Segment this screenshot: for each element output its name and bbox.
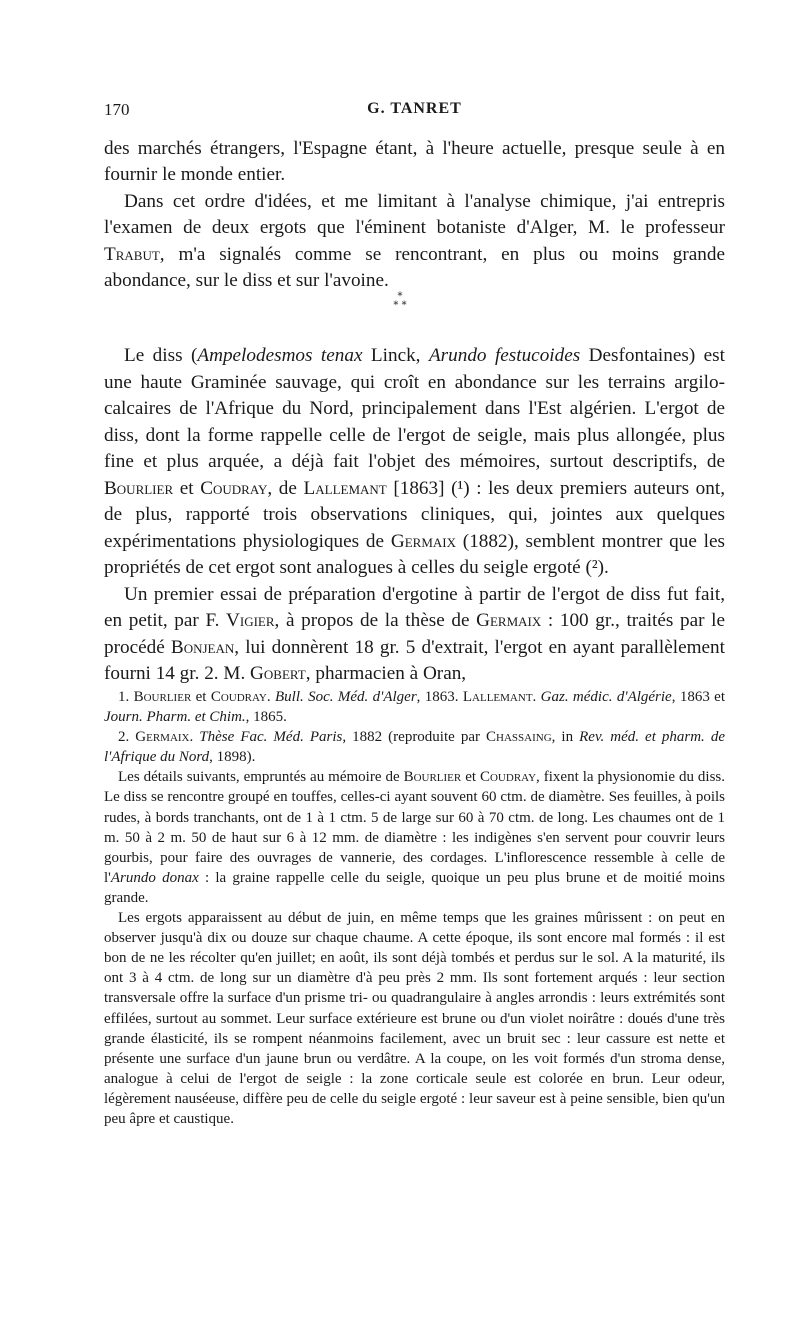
species-name: Ampelodesmos tenax [197,345,363,366]
paragraph-text: et [173,477,201,499]
author-name: Bonjean [170,636,235,658]
footnotes [104,687,725,1129]
asterism-bottom: * * [393,300,407,311]
author-name: Trabut [104,243,160,265]
asterism-top: * [397,291,403,302]
footnote-text: et [191,689,211,705]
paragraph-text: , lui donnèrent 18 gr. 5 d'extrait, l'ergot en ayant parallèlement fourni 14 gr. 2. M. [104,636,725,684]
author-name: Chassaing [486,729,552,746]
paragraph-text: Desfontaines) est une haute Graminée sauvage, qui croît en abondance sur les terrains argilo-calcaires de l'Afrique du Nord, principalement dans l'Est algérien. L'ergot de diss, dont la forme rappelle celle de l'ergot de seigle, mais plus allongée, plus fine et plus arquée, a déjà fait l'objet des mémoires, surtout descriptifs, de [104,345,725,472]
footnote-paragraph [104,767,725,908]
author-name: Lallemant [303,477,387,499]
footnote-text: et [461,769,480,786]
paragraph-text: , à propos de la thèse de [274,610,477,631]
footnote-2 [104,727,725,767]
paragraph [104,582,725,688]
paragraph-text: Dans cet ordre d'idées, et me limitant à l'analyse chimique, j'ai entrepris l'examen de deux ergots que l'éminent botaniste d'Alger, M. le professeur [104,190,725,239]
species-name: Arundo donax [110,869,199,886]
species-name: Arundo festucoides [428,345,581,366]
footnote-text: : la graine rappelle celle du seigle, quoique un peu plus brune et de moitié moins grande. [104,869,725,906]
paragraph-text: , de [267,477,304,499]
footnote-text: , in [551,729,580,746]
footnote-text: . [266,689,275,705]
journal-title: Rev. méd. et pharm. de l'Afrique du Nord [104,729,725,766]
author-name: Germaix [390,530,456,552]
footnote-text: Les détails suivants, empruntés au mémoire de [118,769,404,786]
footnote-text: Les ergots apparaissent au début de juin, en même temps que les graines mûrissent : on peut en observer jusqu'à dix ou douze sur chaque chaume. A cette époque, ils sont encore mal formés : il est bon de ne les récolter qu'en juillet; en août, ils sont déjà tombés et perdus sur le sol. A la maturité, ils ont 3 à 4 ctm. de long sur un diamètre d'à peu près 2 mm. Ils sont fortement arqués : leur section transversale offre la surface d'un prisme tri- ou quadrangulaire à angles arrondis : leurs extrémités sont effilées, surtout au sommet. Leur surface extérieure est brune ou d'un violet noirâtre : doués d'une très grande élasticité, ils se rompent néanmoins facilement, avec un bruit sec : leur cassure est nette et présente une surface d'un jaune brun ou verdâtre. A la coupe, on les voit formés d'un stroma dense, analogue à celui de l'ergot de seigle : la zone corticale seule est colorée en brun. Leur odeur, légèrement nauséeuse, diffère peu de celle du seigle ergoté : leur saveur est à peine sensible, bien qu'un peu âpre et caustique. [104,910,725,1127]
author-name: Vigier [226,610,275,631]
paragraph [104,343,725,582]
paragraph-text: : 100 gr., traités par le procédé [104,610,725,658]
journal-title: Bull. Soc. Méd. d'Alger [275,689,417,705]
page-number: 170 [104,100,130,119]
journal-title: Gaz. médic. d'Algérie [540,689,672,705]
asterism [380,292,420,322]
author-name: Gobert [250,663,306,684]
paragraph-text: Un premier essai de préparation d'ergotine à partir de l'ergot de diss fut fait, en petit, par F. [104,583,725,631]
journal-title: Thèse Fac. Méd. Paris [199,729,343,746]
body-section-2 [104,343,725,688]
author-name: Germaix [135,729,190,746]
paragraph-text: (1882), semblent montrer que les propriétés de cet ergot sont analogues à celles du seigle ergoté (²). [104,530,725,578]
footnote-text: 2. [118,729,136,746]
footnote-text: 1. [118,689,134,705]
footnote-text: , 1863. [416,689,463,705]
footnote-1 [104,687,725,727]
journal-title: Journ. Pharm. et Chim. [104,709,246,726]
author-name: Coudray [479,769,537,786]
author-name: Bourlier [104,477,174,499]
footnote-text: , 1865. [245,709,287,726]
paragraph [104,136,725,189]
footnote-text: . [189,729,200,746]
body-section-1 [104,136,725,294]
paragraph-text: [1863] (¹) : les deux premiers auteurs ont, de plus, rapporté trois observations cliniques, qui, jointes aux quelques expérimentations physiologiques de [104,477,725,552]
footnote-paragraph [104,908,725,1129]
footnote-text: , 1863 et [671,689,726,705]
paragraph [104,189,725,295]
footnote-text: , fixent la physionomie du diss. Le diss se rencontre groupé en touffes, celles-ci ayant souvent 60 ctm. de diamètre. Ses feuilles, à poils rudes, à bords tranchants, ont de 1 à 1 ctm. 5 de large sur 60 à 70 ctm. de long. Les chaumes ont de 1 m. 50 à 2 m. 50 de haut sur 6 à 12 mm. de diamètre : les indigènes s'en servent pour couvrir leurs gourbis, pour faire des ouvrages de vannerie, des cordages. L'inflorescence ressemble à celle de l' [104,769,725,886]
author-name: Bourlier [133,689,192,705]
author-name: Germaix [476,610,542,631]
author-name: Lallemant [462,689,533,705]
footnote-text: , 1882 (reproduite par [342,729,487,746]
paragraph-text: , pharmacien à Oran, [305,663,467,684]
footnote-text: . [532,689,541,705]
paragraph-text: , m'a signalés comme se rencontrant, en plus ou moins grande abondance, sur le diss et sur l'avoine. [104,243,725,292]
paragraph-text: Le diss ( [124,345,198,366]
footnote-text: , 1898). [209,749,256,766]
author-name: Coudray [210,689,267,705]
author-name: Coudray [200,477,268,499]
running-title: G. TANRET [367,100,462,117]
paragraph-text: Linck, [362,345,429,366]
page-header [104,100,725,124]
author-name: Bourlier [403,769,462,786]
paragraph-text: des marchés étrangers, l'Espagne étant, à l'heure actuelle, presque seule à en fournir le monde entier. [104,138,725,186]
